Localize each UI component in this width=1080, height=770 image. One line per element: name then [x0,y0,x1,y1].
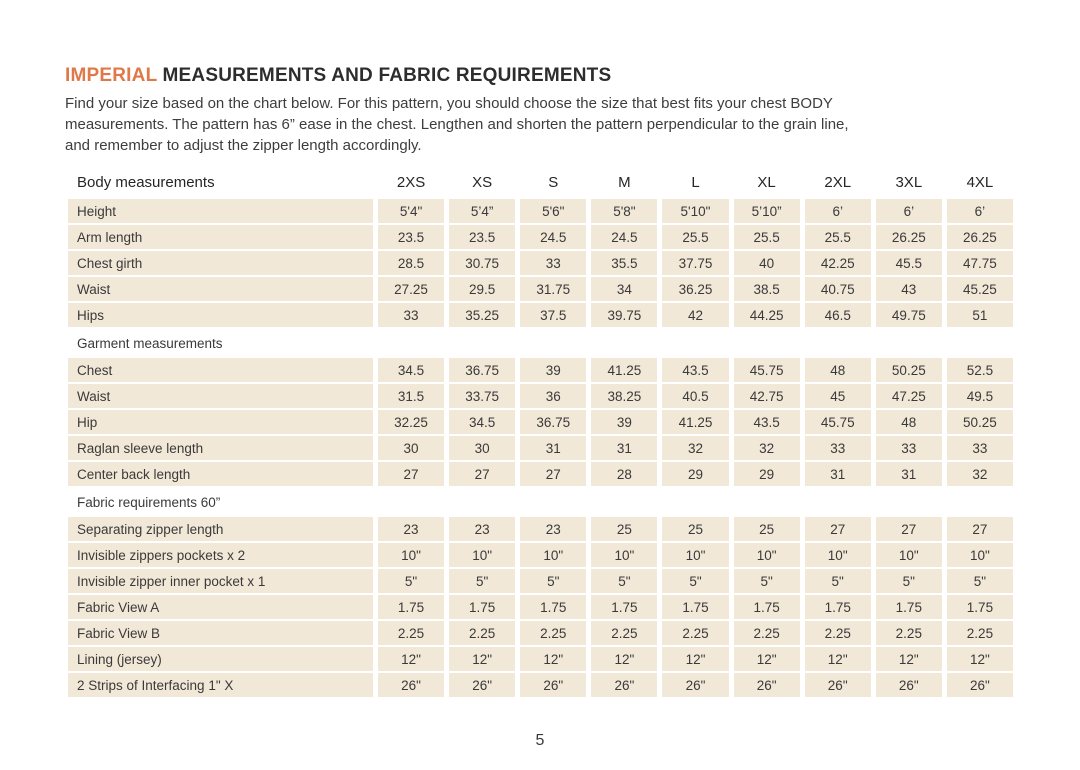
value-cell: 41.25 [591,358,657,382]
value-cell: 31 [805,462,871,486]
size-column-header: 3XL [895,173,923,191]
row-label: Lining (jersey) [68,647,373,671]
value-cell: 46.5 [805,303,871,327]
value-cell: 44.25 [734,303,800,327]
value-cell: 32 [662,436,728,460]
value-cell: 29.5 [449,277,515,301]
value-cell: 2.25 [876,621,942,645]
value-cell: 40 [734,251,800,275]
value-cell: 39 [520,358,586,382]
value-cell: 34.5 [378,358,444,382]
size-column-header: L [691,173,700,191]
value-cell: 30.75 [449,251,515,275]
value-cell: 2.25 [378,621,444,645]
intro-line: measurements. The pattern has 6” ease in the chest. Lengthen and shorten the pattern perpendicular to the grain line, [65,116,849,133]
value-cell: 12" [876,647,942,671]
table-header-row [68,169,1013,195]
value-cell: 38.25 [591,384,657,408]
table-row [68,569,1013,593]
row-label: Center back length [68,462,373,486]
value-cell: 51 [947,303,1013,327]
value-cell: 25.5 [734,225,800,249]
value-cell: 40.5 [662,384,728,408]
value-cell: 25 [734,517,800,541]
row-label: Hip [68,410,373,434]
page-title [65,64,1015,88]
table-row [68,673,1013,697]
value-cell: 5" [734,569,800,593]
value-cell: 27.25 [378,277,444,301]
table-row [68,303,1013,327]
value-cell: 25.5 [662,225,728,249]
value-cell: 33.75 [449,384,515,408]
value-cell: 27 [947,517,1013,541]
size-column-header: 2XL [824,173,852,191]
value-cell: 1.75 [805,595,871,619]
value-cell: 27 [876,517,942,541]
value-cell: 32 [947,462,1013,486]
value-cell: 47.25 [876,384,942,408]
value-cell: 6’ [876,199,942,223]
value-cell: 52.5 [947,358,1013,382]
value-cell: 1.75 [378,595,444,619]
intro-line: Find your size based on the chart below. For this pattern, you should choose the size that best fits your chest BODY [65,95,833,112]
value-cell: 45.25 [947,277,1013,301]
table-row [68,462,1013,486]
value-cell: 2.25 [591,621,657,645]
size-column-header: S [548,173,559,191]
value-cell: 25 [662,517,728,541]
value-cell: 2.25 [662,621,728,645]
value-cell: 36.25 [662,277,728,301]
value-cell: 1.75 [734,595,800,619]
value-cell: 5'6" [520,199,586,223]
size-column-header: XS [472,173,493,191]
value-cell: 5" [947,569,1013,593]
row-label: Raglan sleeve length [68,436,373,460]
value-cell: 5’10” [734,199,800,223]
table-row [68,543,1013,567]
value-cell: 6’ [947,199,1013,223]
value-cell: 1.75 [520,595,586,619]
value-cell: 1.75 [449,595,515,619]
value-cell: 30 [449,436,515,460]
value-cell: 26.25 [947,225,1013,249]
value-cell: 37.5 [520,303,586,327]
value-cell: 12" [449,647,515,671]
value-cell: 10" [520,543,586,567]
value-cell: 28 [591,462,657,486]
table-row [68,199,1013,223]
row-label: Arm length [68,225,373,249]
table-row [68,277,1013,301]
value-cell: 36.75 [449,358,515,382]
value-cell: 5" [591,569,657,593]
value-cell: 23.5 [378,225,444,249]
section-title: Garment measurements [77,336,223,351]
table-row [68,410,1013,434]
value-cell: 31 [591,436,657,460]
row-label: 2 Strips of Interfacing 1" X [68,673,373,697]
value-cell: 12" [378,647,444,671]
value-cell: 43.5 [734,410,800,434]
value-cell: 43.5 [662,358,728,382]
value-cell: 10" [734,543,800,567]
value-cell: 25 [591,517,657,541]
value-cell: 38.5 [734,277,800,301]
row-label: Hips [68,303,373,327]
value-cell: 34.5 [449,410,515,434]
value-cell: 10" [591,543,657,567]
value-cell: 23.5 [449,225,515,249]
value-cell: 43 [876,277,942,301]
value-cell: 12" [805,647,871,671]
page-content [65,64,1015,699]
row-label: Waist [68,277,373,301]
value-cell: 45 [805,384,871,408]
table-row [68,595,1013,619]
value-cell: 5’4” [449,199,515,223]
value-cell: 23 [449,517,515,541]
value-cell: 39 [591,410,657,434]
value-cell: 24.5 [591,225,657,249]
row-label: Separating zipper length [68,517,373,541]
value-cell: 26" [591,673,657,697]
value-cell: 10" [378,543,444,567]
row-label: Invisible zippers pockets x 2 [68,543,373,567]
value-cell: 26" [520,673,586,697]
value-cell: 26" [662,673,728,697]
value-cell: 6’ [805,199,871,223]
value-cell: 49.75 [876,303,942,327]
row-label: Chest girth [68,251,373,275]
value-cell: 42 [662,303,728,327]
size-column-header: 4XL [966,173,994,191]
title-highlight: IMPERIAL [65,65,158,86]
value-cell: 27 [378,462,444,486]
row-label: Invisible zipper inner pocket x 1 [68,569,373,593]
value-cell: 26" [805,673,871,697]
value-cell: 45.75 [805,410,871,434]
value-cell: 2.25 [805,621,871,645]
value-cell: 25.5 [805,225,871,249]
value-cell: 31.75 [520,277,586,301]
value-cell: 48 [805,358,871,382]
value-cell: 12" [947,647,1013,671]
value-cell: 26" [947,673,1013,697]
intro-text [65,93,1015,156]
value-cell: 50.25 [947,410,1013,434]
value-cell: 35.5 [591,251,657,275]
value-cell: 40.75 [805,277,871,301]
value-cell: 42.75 [734,384,800,408]
value-cell: 31 [876,462,942,486]
value-cell: 35.25 [449,303,515,327]
value-cell: 47.75 [947,251,1013,275]
value-cell: 26" [876,673,942,697]
row-label: Fabric View B [68,621,373,645]
row-label: Chest [68,358,373,382]
value-cell: 27 [520,462,586,486]
value-cell: 32.25 [378,410,444,434]
value-cell: 33 [947,436,1013,460]
value-cell: 5" [876,569,942,593]
value-cell: 5'8" [591,199,657,223]
row-label: Waist [68,384,373,408]
value-cell: 10" [662,543,728,567]
value-cell: 29 [734,462,800,486]
value-cell: 5" [449,569,515,593]
value-cell: 26" [734,673,800,697]
table-body [68,199,1013,697]
value-cell: 12" [662,647,728,671]
table-header-label: Body measurements [77,173,215,191]
value-cell: 12" [520,647,586,671]
value-cell: 12" [734,647,800,671]
value-cell: 36 [520,384,586,408]
value-cell: 10" [449,543,515,567]
table-row [68,225,1013,249]
row-label: Height [68,199,373,223]
value-cell: 2.25 [734,621,800,645]
table-row [68,621,1013,645]
value-cell: 33 [378,303,444,327]
value-cell: 41.25 [662,410,728,434]
value-cell: 28.5 [378,251,444,275]
value-cell: 26" [449,673,515,697]
value-cell: 31 [520,436,586,460]
intro-line: and remember to adjust the zipper length accordingly. [65,137,422,154]
value-cell: 10" [947,543,1013,567]
value-cell: 45.5 [876,251,942,275]
size-column-header: XL [757,173,776,191]
value-cell: 5'4" [378,199,444,223]
value-cell: 32 [734,436,800,460]
value-cell: 39.75 [591,303,657,327]
size-column-header: 2XS [396,173,426,191]
value-cell: 33 [805,436,871,460]
value-cell: 34 [591,277,657,301]
value-cell: 49.5 [947,384,1013,408]
value-cell: 1.75 [876,595,942,619]
value-cell: 1.75 [662,595,728,619]
value-cell: 27 [805,517,871,541]
table-row [68,517,1013,541]
value-cell: 10" [876,543,942,567]
value-cell: 24.5 [520,225,586,249]
page-number: 5 [535,732,545,749]
value-cell: 12" [591,647,657,671]
value-cell: 1.75 [591,595,657,619]
value-cell: 31.5 [378,384,444,408]
value-cell: 23 [378,517,444,541]
value-cell: 5" [805,569,871,593]
value-cell: 5" [662,569,728,593]
table-row [68,358,1013,382]
size-column-header: M [618,173,631,191]
value-cell: 5" [378,569,444,593]
value-cell: 1.75 [947,595,1013,619]
value-cell: 29 [662,462,728,486]
row-label: Fabric View A [68,595,373,619]
value-cell: 5" [520,569,586,593]
value-cell: 2.25 [947,621,1013,645]
value-cell: 33 [876,436,942,460]
value-cell: 33 [520,251,586,275]
value-cell: 26.25 [876,225,942,249]
table-row [68,436,1013,460]
value-cell: 2.25 [449,621,515,645]
value-cell: 36.75 [520,410,586,434]
value-cell: 30 [378,436,444,460]
value-cell: 26" [378,673,444,697]
value-cell: 5'10" [662,199,728,223]
value-cell: 27 [449,462,515,486]
table-row [68,647,1013,671]
table-row [68,251,1013,275]
value-cell: 10" [805,543,871,567]
value-cell: 23 [520,517,586,541]
value-cell: 50.25 [876,358,942,382]
value-cell: 2.25 [520,621,586,645]
value-cell: 48 [876,410,942,434]
value-cell: 42.25 [805,251,871,275]
value-cell: 37.75 [662,251,728,275]
table-row [68,384,1013,408]
section-title: Fabric requirements 60” [77,495,221,510]
value-cell: 45.75 [734,358,800,382]
measurements-table [68,169,1013,697]
title-rest: MEASUREMENTS AND FABRIC REQUIREMENTS [157,65,612,86]
